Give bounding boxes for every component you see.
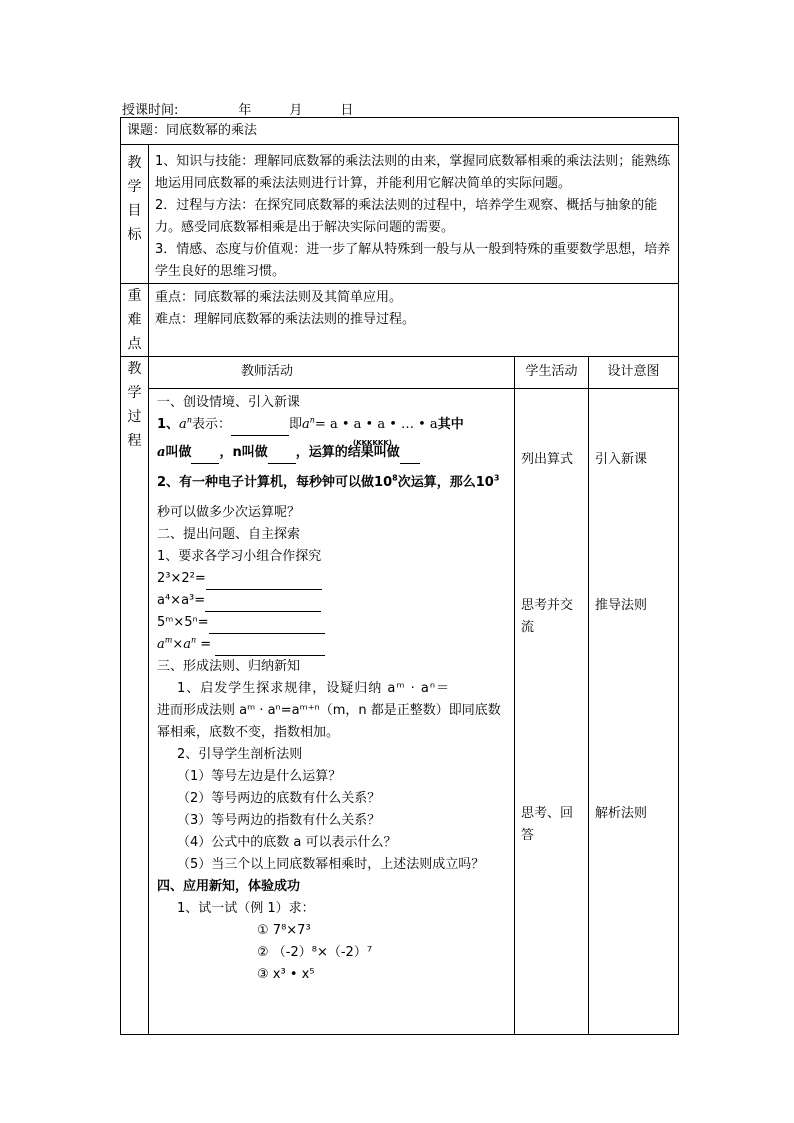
design-intent-content [589,389,679,1035]
section4-subtitle: 1、试一试（例 1）求： [177,901,315,916]
keypoints-content [149,284,679,357]
keypoints-label: 重 难 点 [127,288,142,352]
teacher-activity-header: 教师活动 [149,357,515,389]
section3-title: 三、形成法则、归纳新知 [157,659,301,674]
day-label: 日 [340,103,354,118]
section1-question1: 1、$a^n$表示： 即$a^n= a$ • a • a • … • a其中 (KKKKKK) [157,414,514,436]
explore-expression-4: $a^m\times a^n$ = [157,634,514,656]
analyze-question-1: （1）等号左边是什么运算？ [177,769,342,784]
section1-question2-line2: 秒可以做多少次运算呢？ [157,505,301,520]
example-1: ① 7⁸×7³ [257,923,311,938]
objective-process: 2．过程与方法：在探究同底数幂的乘法法则的过程中，培养学生观察、概括与抽象的能力。感受同底数幂相乘是出于解决实际问题的需要。 [155,198,658,235]
explore-expression-1: 2³×2²= [157,568,514,590]
lesson-date-line [122,99,353,118]
analyze-question-3: （3）等号两边的指数有什么关系？ [177,813,381,828]
process-label: 教 学 过 程 [127,361,142,449]
month-label: 月 [289,103,303,118]
underbrace-label: (KKKKKK) [353,439,392,447]
rule-paragraph-line2: 进而形成法则 aᵐ · aⁿ=aᵐ⁺ⁿ（m，n 都是正整数）即同底数 [157,703,501,718]
analyze-question-5: （5）当三个以上同底数幂相乘时，上述法则成立吗？ [177,857,485,872]
section1-title: 一、创设情境、引入新课 [157,395,301,410]
section2-subtitle: 1、要求各学习小组合作探究 [157,549,322,564]
objectives-content [149,145,679,284]
section2-title: 二、提出问题、自主探索 [157,527,301,542]
design-intent-3: 解析法则 [595,806,648,821]
topic-cell [121,118,679,145]
example-3: ③ x³ • x⁵ [257,967,315,982]
student-activity-content [515,389,589,1035]
keypoints-label-cell [121,284,149,357]
section1-question2: 2、有一种电子计算机，每秒钟可以做$10^8$次运算，那么$10^3$ [157,473,500,490]
explore-expression-3: 5ᵐ×5ⁿ= [157,612,514,634]
student-activity-3-line2: 答 [521,828,535,843]
objective-attitude: 3．情感、态度与价值观：进一步了解从特殊到一般与从一般到特殊的重要数学思想，培养学生良好的思维习惯。 [155,242,671,279]
lesson-time-label: 授课时间: [122,103,179,118]
design-intent-header: 设计意图 [589,357,679,389]
design-intent-1: 引入新课 [595,452,648,467]
lesson-plan-table [120,117,679,1035]
year-label: 年 [238,103,252,118]
analyze-question-4: （4）公式中的底数 a 可以表示什么？ [177,835,397,850]
student-activity-1: 列出算式 [521,452,574,467]
objectives-label: 教 学 目 标 [127,155,142,243]
rule-paragraph-line1: 1、启发学生探求规律，设疑归纳 aᵐ · aⁿ＝ [177,681,451,696]
explore-expression-2: a⁴×a³= [157,590,514,612]
process-label-cell [121,357,149,1035]
keypoint-focus: 重点：同底数幂的乘法法则及其简单应用。 [155,290,403,305]
example-2: ② （-2）⁸×（-2）⁷ [257,945,373,960]
keypoint-difficulty: 难点：理解同底数幂的乘法法则的推导过程。 [155,312,416,327]
student-activity-2-line2: 流 [521,620,535,635]
design-intent-2: 推导法则 [595,598,648,613]
rule-paragraph-line3: 幂相乘，底数不变，指数相加。 [157,725,340,740]
teacher-activity-content [149,389,515,1035]
objectives-label-cell [121,145,149,284]
section4-title: 四、应用新知，体验成功 [157,879,301,894]
student-activity-3-line1: 思考、回 [521,806,574,821]
student-activity-header: 学生活动 [515,357,589,389]
analyze-question-2: （2）等号两边的底数有什么关系？ [177,791,381,806]
topic-title: 课题：同底数幂的乘法 [127,123,258,138]
objective-knowledge: 1、知识与技能：理解同底数幂的乘法法则的由来，掌握同底数幂相乘的乘法法则；能熟练地运用同底数幂的乘法法则进行计算，并能利用它解决简单的实际问题。 [155,154,671,191]
student-activity-2-line1: 思考并交 [521,598,574,613]
section1-question1-line2: a叫做 ，n叫做 ，运算的结果叫做 [157,442,514,464]
analyze-rule: 2、引导学生剖析法则 [177,747,303,762]
